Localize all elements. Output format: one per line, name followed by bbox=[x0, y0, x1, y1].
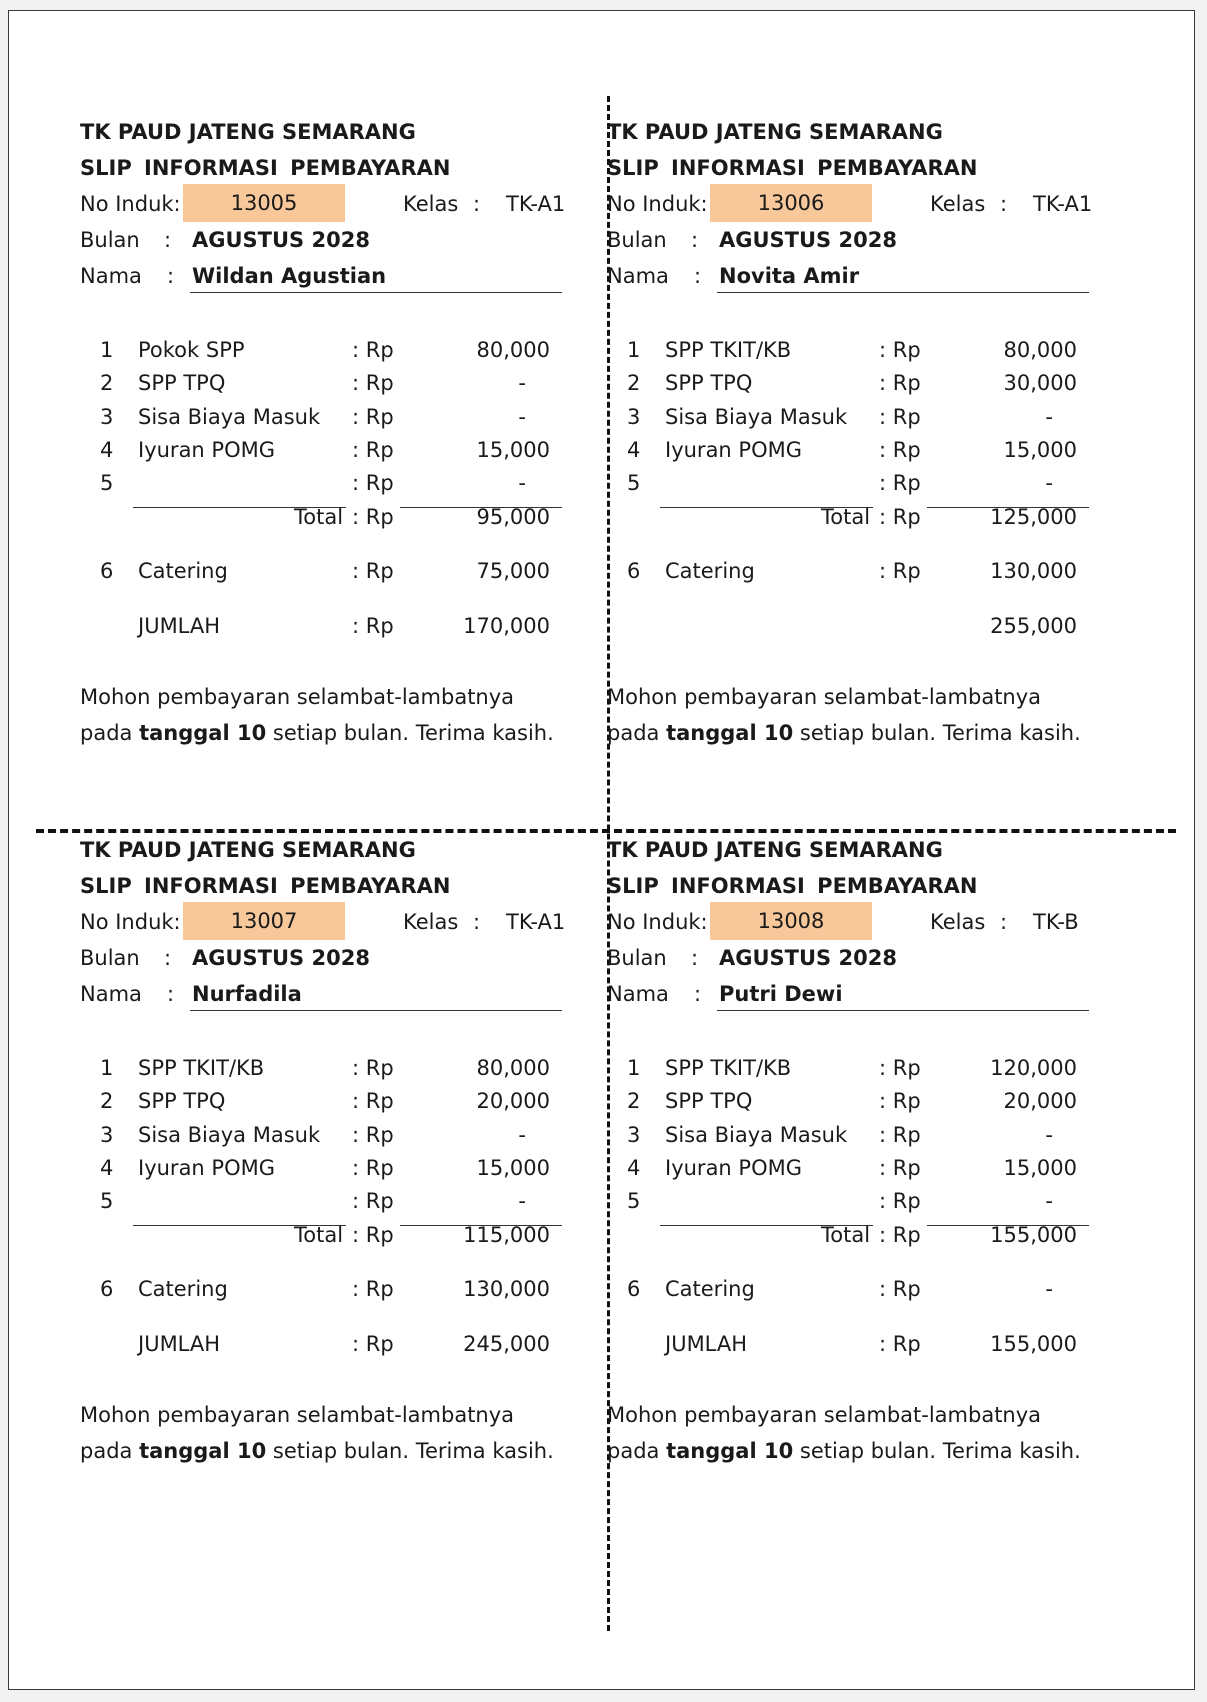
item-amount: 80,000 bbox=[1003, 338, 1077, 362]
item-label: SPP TPQ bbox=[665, 1089, 753, 1113]
item-amount: - bbox=[518, 1189, 526, 1213]
item-label: Pokok SPP bbox=[138, 338, 245, 362]
note-pre: pada bbox=[607, 1439, 667, 1463]
slip-title: SLIP INFORMASI PEMBAYARAN bbox=[607, 874, 978, 898]
jumlah-value: 255,000 bbox=[990, 614, 1077, 638]
kelas-value: TK-A1 bbox=[506, 192, 566, 216]
school-name: TK PAUD JATENG SEMARANG bbox=[80, 838, 416, 862]
note-post: setiap bulan. Terima kasih. bbox=[793, 1439, 1081, 1463]
nama-colon: : bbox=[694, 982, 702, 1006]
kelas-label: Kelas bbox=[403, 910, 459, 934]
bulan-value: AGUSTUS 2028 bbox=[192, 228, 370, 252]
item-amount: 15,000 bbox=[1003, 1156, 1077, 1180]
item-number: 5 bbox=[100, 1189, 114, 1213]
note-post: setiap bulan. Terima kasih. bbox=[266, 721, 554, 745]
note-post: setiap bulan. Terima kasih. bbox=[266, 1439, 554, 1463]
jumlah-value: 170,000 bbox=[463, 614, 550, 638]
nama-value: Nurfadila bbox=[192, 982, 302, 1006]
payment-note-line1: Mohon pembayaran selambat-lambatnya bbox=[80, 1403, 515, 1427]
item-number: 1 bbox=[627, 338, 641, 362]
no-induk-label: No Induk: bbox=[607, 192, 708, 216]
item-label: SPP TKIT/KB bbox=[665, 338, 792, 362]
item-label: Sisa Biaya Masuk bbox=[665, 1123, 848, 1147]
item-rp: : Rp bbox=[879, 1089, 921, 1113]
total-rp: : Rp bbox=[879, 505, 921, 529]
item-rp: : Rp bbox=[879, 1156, 921, 1180]
item-label: Iyuran POMG bbox=[665, 1156, 803, 1180]
total-value: 155,000 bbox=[990, 1223, 1077, 1247]
item-number: 2 bbox=[100, 1089, 114, 1113]
item-number: 4 bbox=[627, 1156, 641, 1180]
payment-slip-13005 bbox=[0, 0, 566, 745]
kelas-label: Kelas bbox=[930, 910, 986, 934]
bulan-label: Bulan bbox=[607, 228, 667, 252]
payment-note-line2 bbox=[607, 1437, 1081, 1465]
no-induk-value: 13006 bbox=[710, 184, 872, 222]
item-rp: : Rp bbox=[879, 371, 921, 395]
kelas-colon: : bbox=[473, 910, 481, 934]
payment-slip-13008 bbox=[527, 718, 1081, 1463]
item-amount: 30,000 bbox=[1003, 371, 1077, 395]
item-rp: : Rp bbox=[879, 1056, 921, 1080]
jumlah-label: JUMLAH bbox=[665, 1332, 748, 1356]
jumlah-rp: : Rp bbox=[879, 1332, 921, 1356]
item-rp: : Rp bbox=[352, 1056, 394, 1080]
bulan-label: Bulan bbox=[80, 946, 140, 970]
no-induk-label: No Induk: bbox=[607, 910, 708, 934]
school-name: TK PAUD JATENG SEMARANG bbox=[607, 838, 943, 862]
jumlah-rp: : Rp bbox=[352, 1332, 394, 1356]
item-amount: - bbox=[518, 471, 526, 495]
catering-value: 75,000 bbox=[476, 559, 550, 583]
item-amount: 15,000 bbox=[476, 1156, 550, 1180]
item-label: Sisa Biaya Masuk bbox=[665, 405, 848, 429]
kelas-label: Kelas bbox=[403, 192, 459, 216]
catering-rp: : Rp bbox=[352, 1277, 394, 1301]
nama-underline bbox=[717, 292, 1089, 293]
item-rp: : Rp bbox=[352, 405, 394, 429]
catering-label: Catering bbox=[665, 559, 755, 583]
catering-number: 6 bbox=[100, 1277, 114, 1301]
payment-slip-13006 bbox=[527, 0, 1093, 745]
payment-note-line1: Mohon pembayaran selambat-lambatnya bbox=[607, 1403, 1042, 1427]
item-rp: : Rp bbox=[879, 405, 921, 429]
total-rp: : Rp bbox=[352, 1223, 394, 1247]
catering-value: - bbox=[1045, 1277, 1053, 1301]
payment-note-line2 bbox=[80, 1437, 554, 1465]
bulan-colon: : bbox=[691, 946, 699, 970]
total-label: Total bbox=[294, 505, 344, 529]
bulan-label: Bulan bbox=[607, 946, 667, 970]
item-label: Sisa Biaya Masuk bbox=[138, 1123, 321, 1147]
nama-colon: : bbox=[167, 982, 175, 1006]
item-number: 5 bbox=[100, 471, 114, 495]
item-rp: : Rp bbox=[352, 471, 394, 495]
kelas-colon: : bbox=[473, 192, 481, 216]
item-amount: 80,000 bbox=[476, 338, 550, 362]
payment-slip-13007 bbox=[0, 718, 566, 1463]
jumlah-value: 155,000 bbox=[990, 1332, 1077, 1356]
catering-value: 130,000 bbox=[463, 1277, 550, 1301]
item-label: SPP TKIT/KB bbox=[138, 1056, 265, 1080]
no-induk-value: 13007 bbox=[183, 902, 345, 940]
item-amount: - bbox=[1045, 471, 1053, 495]
catering-rp: : Rp bbox=[352, 559, 394, 583]
item-number: 2 bbox=[100, 371, 114, 395]
nama-colon: : bbox=[694, 264, 702, 288]
payment-note-line1: Mohon pembayaran selambat-lambatnya bbox=[80, 685, 515, 709]
no-induk-label: No Induk: bbox=[80, 192, 181, 216]
item-rp: : Rp bbox=[879, 338, 921, 362]
note-pre: pada bbox=[607, 721, 667, 745]
note-due-date: tanggal 10 bbox=[139, 1439, 267, 1463]
item-amount: - bbox=[1045, 1123, 1053, 1147]
item-number: 4 bbox=[627, 438, 641, 462]
item-amount: 80,000 bbox=[476, 1056, 550, 1080]
item-amount: - bbox=[518, 371, 526, 395]
total-value: 115,000 bbox=[463, 1223, 550, 1247]
item-rp: : Rp bbox=[352, 371, 394, 395]
total-rp: : Rp bbox=[879, 1223, 921, 1247]
kelas-value: TK-B bbox=[1033, 910, 1079, 934]
catering-label: Catering bbox=[138, 1277, 228, 1301]
nama-value: Novita Amir bbox=[719, 264, 860, 288]
bulan-value: AGUSTUS 2028 bbox=[192, 946, 370, 970]
note-pre: pada bbox=[80, 721, 140, 745]
slip-title: SLIP INFORMASI PEMBAYARAN bbox=[80, 874, 451, 898]
kelas-colon: : bbox=[1000, 910, 1008, 934]
catering-label: Catering bbox=[138, 559, 228, 583]
item-rp: : Rp bbox=[879, 1189, 921, 1213]
nama-label: Nama bbox=[607, 264, 669, 288]
payment-note-line1: Mohon pembayaran selambat-lambatnya bbox=[607, 685, 1042, 709]
nama-label: Nama bbox=[607, 982, 669, 1006]
kelas-value: TK-A1 bbox=[506, 910, 566, 934]
item-amount: 20,000 bbox=[1003, 1089, 1077, 1113]
item-amount: - bbox=[1045, 405, 1053, 429]
no-induk-value: 13008 bbox=[710, 902, 872, 940]
total-label: Total bbox=[821, 1223, 871, 1247]
total-label: Total bbox=[821, 505, 871, 529]
item-number: 3 bbox=[100, 405, 114, 429]
item-rp: : Rp bbox=[352, 1189, 394, 1213]
slip-title: SLIP INFORMASI PEMBAYARAN bbox=[607, 156, 978, 180]
item-number: 3 bbox=[100, 1123, 114, 1147]
item-number: 2 bbox=[627, 371, 641, 395]
item-rp: : Rp bbox=[352, 438, 394, 462]
item-amount: - bbox=[1045, 1189, 1053, 1213]
item-number: 4 bbox=[100, 1156, 114, 1180]
item-number: 5 bbox=[627, 1189, 641, 1213]
item-label: SPP TKIT/KB bbox=[665, 1056, 792, 1080]
school-name: TK PAUD JATENG SEMARANG bbox=[607, 120, 943, 144]
nama-label: Nama bbox=[80, 982, 142, 1006]
note-post: setiap bulan. Terima kasih. bbox=[793, 721, 1081, 745]
note-due-date: tanggal 10 bbox=[666, 1439, 794, 1463]
catering-number: 6 bbox=[100, 559, 114, 583]
item-number: 2 bbox=[627, 1089, 641, 1113]
item-label: SPP TPQ bbox=[138, 1089, 226, 1113]
item-rp: : Rp bbox=[879, 471, 921, 495]
catering-number: 6 bbox=[627, 1277, 641, 1301]
nama-colon: : bbox=[167, 264, 175, 288]
item-number: 1 bbox=[100, 338, 114, 362]
nama-value: Putri Dewi bbox=[719, 982, 843, 1006]
jumlah-rp: : Rp bbox=[352, 614, 394, 638]
item-label: SPP TPQ bbox=[665, 371, 753, 395]
total-value: 95,000 bbox=[476, 505, 550, 529]
total-value: 125,000 bbox=[990, 505, 1077, 529]
nama-label: Nama bbox=[80, 264, 142, 288]
kelas-colon: : bbox=[1000, 192, 1008, 216]
catering-label: Catering bbox=[665, 1277, 755, 1301]
total-label: Total bbox=[294, 1223, 344, 1247]
item-rp: : Rp bbox=[352, 338, 394, 362]
item-rp: : Rp bbox=[352, 1089, 394, 1113]
item-label: Iyuran POMG bbox=[665, 438, 803, 462]
slip-title: SLIP INFORMASI PEMBAYARAN bbox=[80, 156, 451, 180]
nama-value: Wildan Agustian bbox=[192, 264, 387, 288]
bulan-value: AGUSTUS 2028 bbox=[719, 228, 897, 252]
item-number: 1 bbox=[100, 1056, 114, 1080]
jumlah-label: JUMLAH bbox=[138, 1332, 221, 1356]
note-due-date: tanggal 10 bbox=[139, 721, 267, 745]
item-number: 3 bbox=[627, 405, 641, 429]
school-name: TK PAUD JATENG SEMARANG bbox=[80, 120, 416, 144]
nama-underline bbox=[190, 292, 562, 293]
item-label: Iyuran POMG bbox=[138, 438, 276, 462]
nama-underline bbox=[190, 1010, 562, 1011]
item-rp: : Rp bbox=[879, 1123, 921, 1147]
item-amount: 20,000 bbox=[476, 1089, 550, 1113]
item-rp: : Rp bbox=[352, 1123, 394, 1147]
item-number: 1 bbox=[627, 1056, 641, 1080]
bulan-colon: : bbox=[164, 946, 172, 970]
bulan-colon: : bbox=[164, 228, 172, 252]
total-rp: : Rp bbox=[352, 505, 394, 529]
jumlah-label: JUMLAH bbox=[138, 614, 221, 638]
kelas-label: Kelas bbox=[930, 192, 986, 216]
item-label: SPP TPQ bbox=[138, 371, 226, 395]
item-number: 3 bbox=[627, 1123, 641, 1147]
item-number: 4 bbox=[100, 438, 114, 462]
item-rp: : Rp bbox=[352, 1156, 394, 1180]
no-induk-label: No Induk: bbox=[80, 910, 181, 934]
catering-value: 130,000 bbox=[990, 559, 1077, 583]
item-amount: - bbox=[518, 1123, 526, 1147]
catering-rp: : Rp bbox=[879, 1277, 921, 1301]
item-amount: 120,000 bbox=[990, 1056, 1077, 1080]
catering-number: 6 bbox=[627, 559, 641, 583]
nama-underline bbox=[717, 1010, 1089, 1011]
jumlah-value: 245,000 bbox=[463, 1332, 550, 1356]
item-label: Sisa Biaya Masuk bbox=[138, 405, 321, 429]
note-pre: pada bbox=[80, 1439, 140, 1463]
bulan-colon: : bbox=[691, 228, 699, 252]
item-number: 5 bbox=[627, 471, 641, 495]
item-amount: - bbox=[518, 405, 526, 429]
item-label: Iyuran POMG bbox=[138, 1156, 276, 1180]
catering-rp: : Rp bbox=[879, 559, 921, 583]
bulan-label: Bulan bbox=[80, 228, 140, 252]
item-amount: 15,000 bbox=[1003, 438, 1077, 462]
item-amount: 15,000 bbox=[476, 438, 550, 462]
note-due-date: tanggal 10 bbox=[666, 721, 794, 745]
no-induk-value: 13005 bbox=[183, 184, 345, 222]
kelas-value: TK-A1 bbox=[1033, 192, 1093, 216]
bulan-value: AGUSTUS 2028 bbox=[719, 946, 897, 970]
item-rp: : Rp bbox=[879, 438, 921, 462]
